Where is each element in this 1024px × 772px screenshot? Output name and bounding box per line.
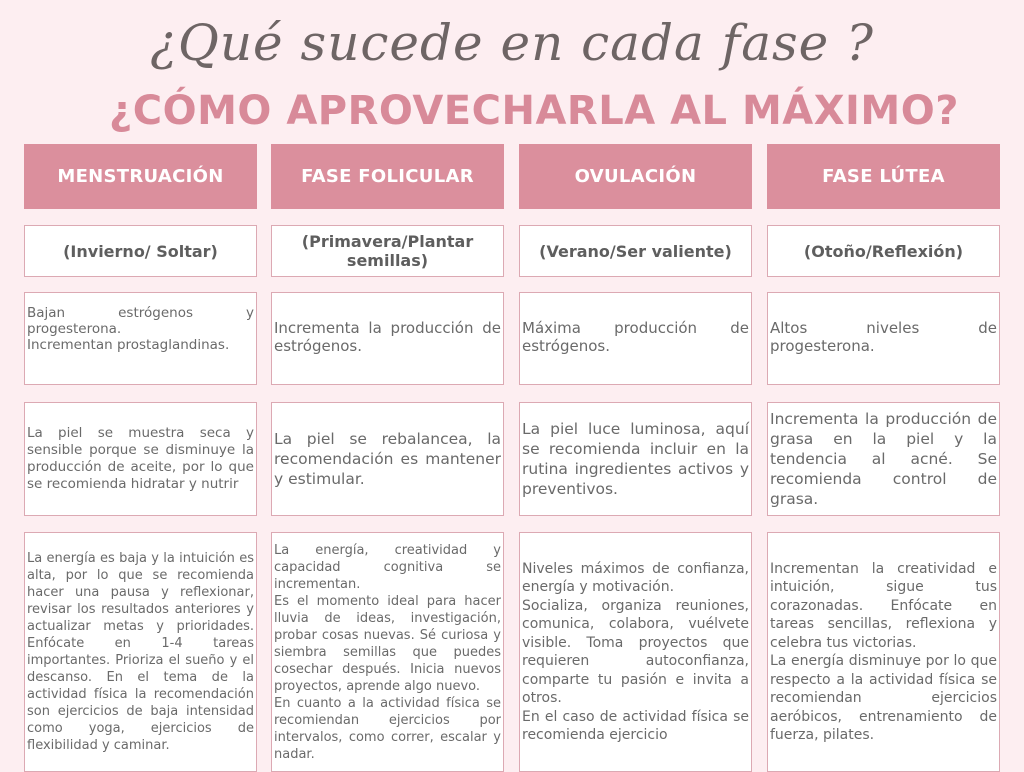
skin-ovulacion: [519, 402, 752, 516]
hormones-text: Bajan estrógenos y progesterona. Incrementan prostaglandinas.: [27, 305, 254, 353]
energy-text: Niveles máximos de confianza, energía y motivación. Socializa, organiza reuniones, comunica, colabora, vuélvete visible. Toma proyectos que requieren autoconfianza, comparte tu pasión e invita a otros. En el caso de actividad física se recomienda ejercicio: [522, 560, 749, 743]
season-menstruacion: [24, 225, 257, 277]
season-ovulacion: [519, 225, 752, 277]
hormones-lutea: [767, 292, 1000, 385]
season-label: (Primavera/Plantar semillas): [301, 232, 474, 270]
hormones-text: Altos niveles de progesterona.: [770, 319, 997, 355]
column-menstruacion: [24, 144, 257, 753]
column-ovulacion: [519, 144, 752, 743]
season-label: (Invierno/ Soltar): [63, 241, 218, 261]
hormones-text: Incrementa la producción de estrógenos.: [274, 319, 501, 355]
hormones-text: Máxima producción de estrógenos.: [522, 319, 749, 355]
skin-text: La piel luce luminosa, aquí se recomienda incluir en la rutina ingredientes activos y preventivos.: [522, 420, 749, 498]
hormones-menstruacion: [24, 292, 257, 385]
header-ovulacion: OVULACIÓN: [519, 144, 752, 209]
skin-menstruacion: [24, 402, 257, 516]
hormones-ovulacion: [519, 292, 752, 385]
header-menstruacion: MENSTRUACIÓN: [24, 144, 257, 209]
hormones-folicular: [271, 292, 504, 385]
column-folicular: [271, 144, 504, 762]
season-folicular: [271, 225, 504, 277]
column-lutea: [767, 144, 1000, 743]
energy-text: Incrementan la creatividad e intuición, sigue tus corazonadas. Enfócate en tareas sencillas, reflexiona y celebra tus victorias. La energía disminuye por lo que respecto a la actividad física se recomiendan ejercicios aeróbicos, entrenamiento de fuerza, pilates.: [770, 560, 997, 743]
skin-text: La piel se muestra seca y sensible porque se disminuye la producción de aceite, por lo que se recomienda hidratar y nutrir: [27, 425, 254, 492]
skin-folicular: [271, 402, 504, 516]
skin-lutea: [767, 402, 1000, 516]
title-question: ¿Qué sucede en cada fase ?: [150, 14, 874, 72]
header-lutea: FASE LÚTEA: [767, 144, 1000, 209]
energy-menstruacion: [24, 532, 257, 772]
header-folicular: FASE FOLICULAR: [271, 144, 504, 209]
energy-folicular: [271, 532, 504, 772]
skin-text: Incrementa la producción de grasa en la piel y la tendencia al acné. Se recomienda control de grasa.: [770, 410, 997, 508]
energy-text: La energía es baja y la intuición es alta, por lo que se recomienda hacer una pausa y reflexionar, revisar los resultados anteriores y actualizar metas y prioridades. Enfócate en 1-4 tareas importantes. Prioriza el sueño y el descanso. En el tema de la actividad física la recomendación son ejercicios de baja intensidad como yoga, ejercicios de flexibilidad y caminar.: [27, 551, 254, 753]
title-main: ¿CÓMO APROVECHARLA AL MÁXIMO?: [109, 88, 959, 134]
energy-ovulacion: [519, 532, 752, 772]
energy-lutea: [767, 532, 1000, 772]
energy-text: La energía, creatividad y capacidad cognitiva se incrementan. Es el momento ideal para hacer lluvia de ideas, investigación, probar cosas nuevas. Sé curiosa y siembra semillas que puedes cosechar después. Inicia nuevos proyectos, aprende algo nuevo. En cuanto a la actividad física se recomiendan ejercicios por intervalos, como correr, escalar y nadar.: [274, 542, 501, 762]
skin-text: La piel se rebalancea, la recomendación es mantener y estimular.: [274, 430, 501, 488]
season-label: (Otoño/Reflexión): [803, 241, 964, 261]
season-lutea: [767, 225, 1000, 277]
season-label: (Verano/Ser valiente): [539, 241, 732, 261]
